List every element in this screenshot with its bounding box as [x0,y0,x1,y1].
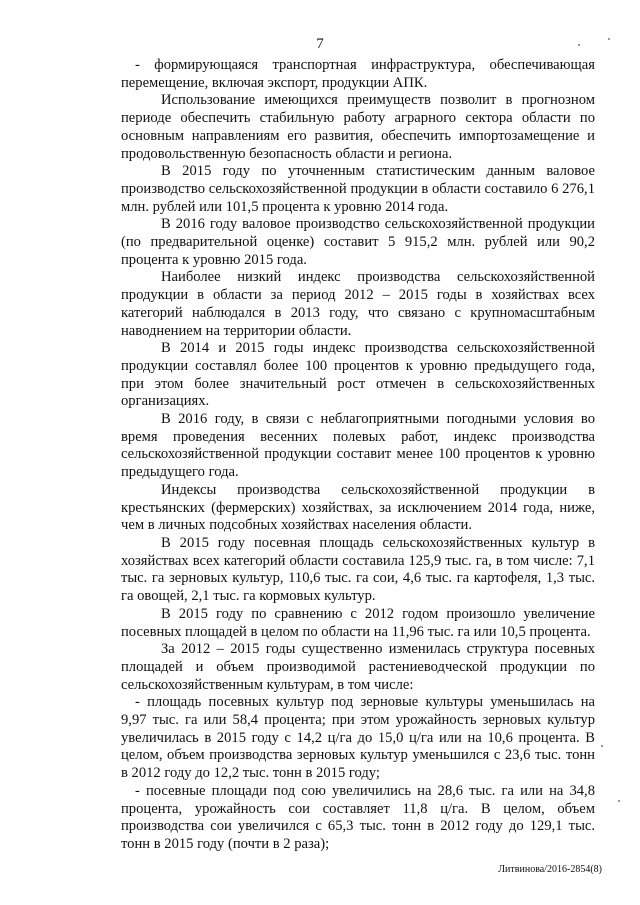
paragraph-7: В 2016 году, в связи с неблагоприятными погодными условия во время проведения весенних полевых работ, индекс производства сельскохозяйственной продукции составит менее 100 процентов к уровню предыдущего года. [121,411,595,481]
paragraph-2: Использование имеющихся преимуществ позволит в прогнозном периоде обеспечить стабильную работу аграрного сектора области по основным направлениям его развития, обеспечить импортозамещение и продовольственную безопасность области и региона. [121,92,595,162]
paragraph-5: Наиболее низкий индекс производства сельскохозяйственной продукции в области за период 2012 – 2015 годы в хозяйствах всех категорий наблюдался в 2013 году, что связано с крупномасштабным наводнением на территории области. [121,269,595,339]
scan-speck [601,745,603,747]
scan-speck [608,38,610,40]
paragraph-13: - посевные площади под сою увеличились на 28,6 тыс. га или на 34,8 процента, урожайность сои составляет 11,8 ц/га. В целом, объем производства сои увеличился с 65,3 тыс. тонн в 2012 году до 129,1 тыс. тонн в 2015 году (почти в 2 раза); [121,782,595,852]
paragraph-12: - площадь посевных культур под зерновые культуры уменьшилась на 9,97 тыс. га или 58,4 процента; при этом урожайность зерновых культур увеличилась в 2015 году с 14,2 ц/га до 15,0 ц/га или на 10,6 процента. В целом, объем производства зерновых культур уменьшился с 23,6 тыс. тонн в 2012 году до 12,2 тыс. тонн в 2015 году; [121,694,595,782]
paragraph-10: В 2015 году по сравнению с 2012 годом произошло увеличение посевных площадей в целом по области на 11,96 тыс. га или 10,5 процента. [121,605,595,640]
page-number: 7 [316,36,324,52]
paragraph-1: - формирующаяся транспортная инфраструктура, обеспечивающая перемещение, включая экспорт, продукции АПК. [121,57,595,91]
paragraph-3: В 2015 году по уточненным статистическим данным валовое производство сельскохозяйственной продукции в области составило 6 276,1 млн. рублей или 101,5 процента к уровню 2014 года. [121,163,595,215]
document-footer: Литвинова/2016-2854(8) [498,864,602,875]
paragraph-4: В 2016 году валовое производство сельскохозяйственной продукции (по предварительной оценке) составит 5 915,2 млн. рублей или 90,2 процента к уровню 2015 года. [121,216,595,268]
paragraph-11: За 2012 – 2015 годы существенно изменилась структура посевных площадей и объем производимой растениеводческой продукции по сельскохозяйственным культурам, в том числе: [121,641,595,693]
paragraph-9: В 2015 году посевная площадь сельскохозяйственных культур в хозяйствах всех категорий области составила 125,9 тыс. га, в том числе: 7,1 тыс. га зерновых культур, 110,6 тыс. га сои, 4,6 тыс. га картофеля, 1,3 тыс. га овощей, 2,1 тыс. га кормовых культур. [121,534,595,605]
paragraph-6: В 2014 и 2015 годы индекс производства сельскохозяйственной продукции составлял более 100 процентов к уровню предыдущего года, при этом более значительный рост отмечен в сельскохозяйственных организациях. [121,340,595,410]
paragraph-8: Индексы производства сельскохозяйственной продукции в крестьянских (фермерских) хозяйствах, за исключением 2014 года, ниже, чем в личных подсобных хозяйствах населения области. [121,481,595,534]
scan-speck [578,44,580,46]
scan-speck [618,800,620,802]
document-body [121,57,595,854]
